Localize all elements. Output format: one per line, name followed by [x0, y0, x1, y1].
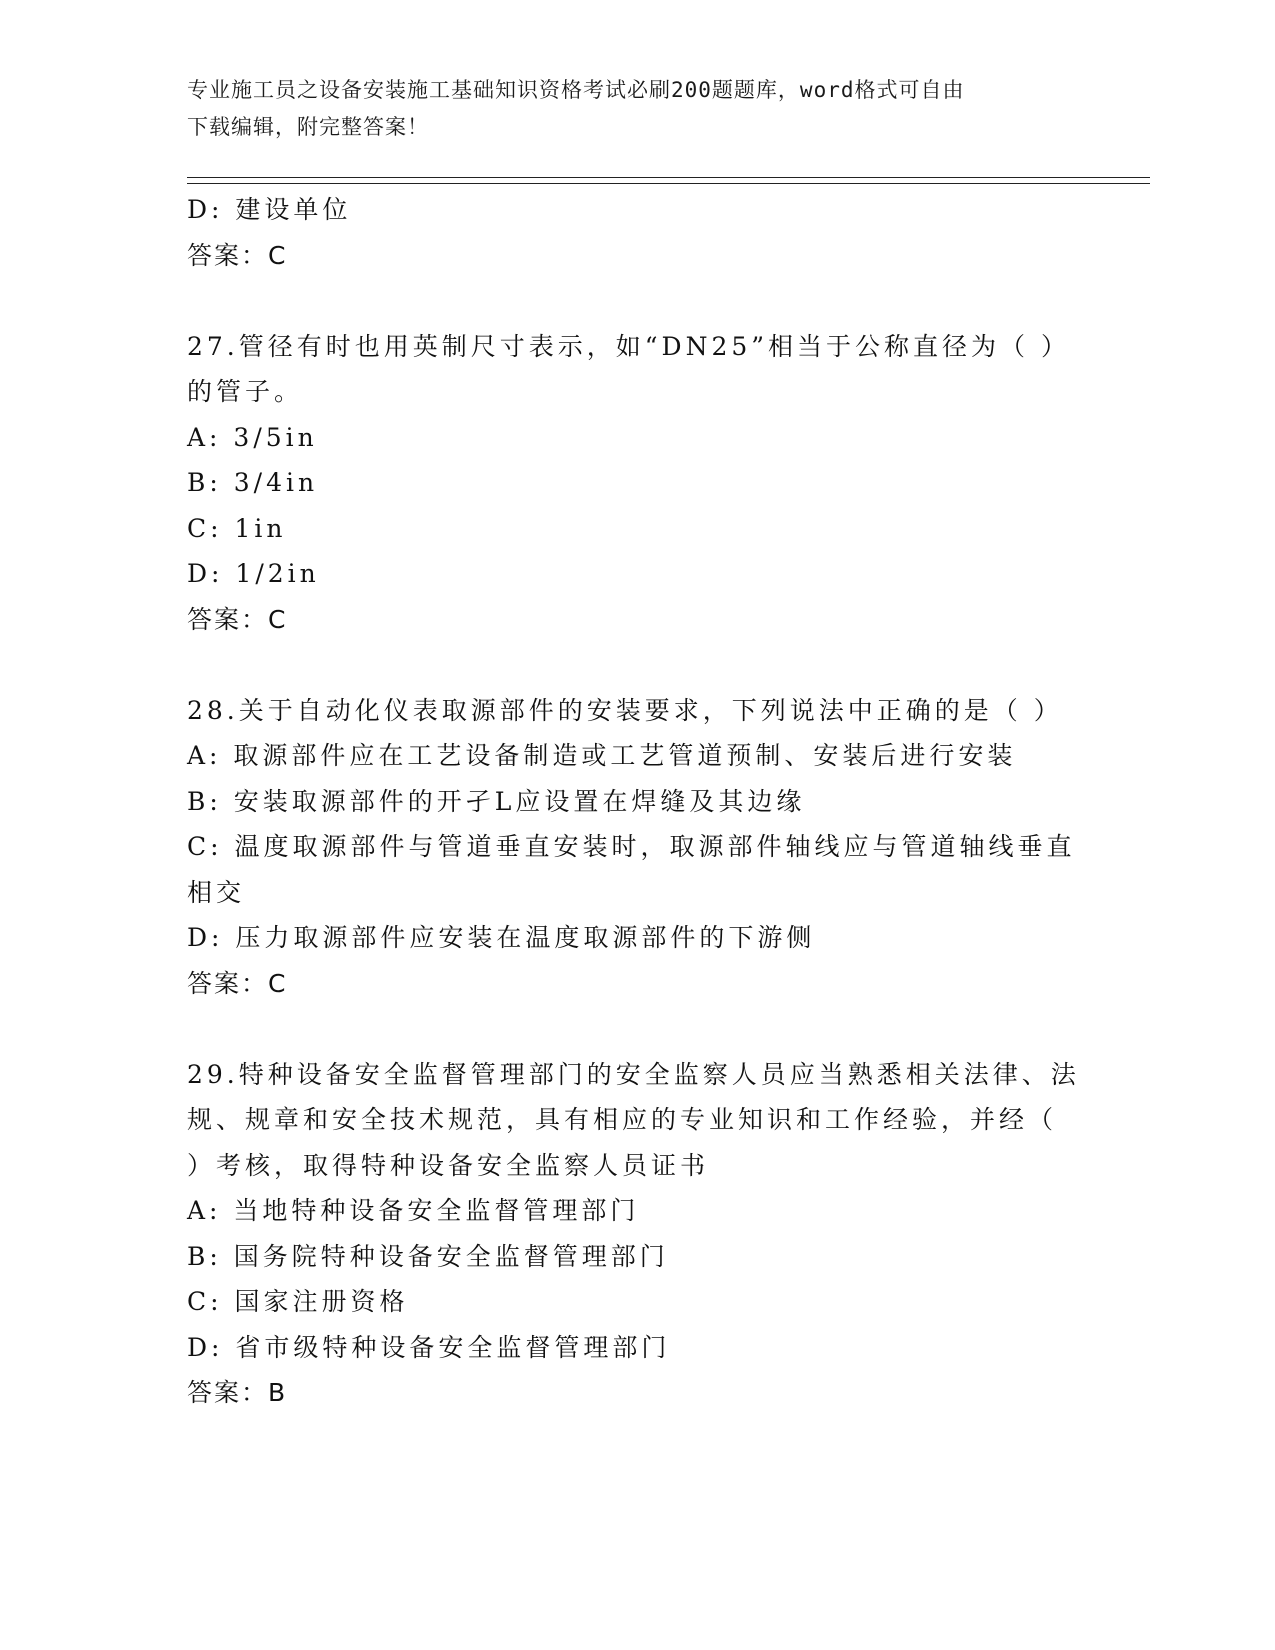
option-c: C: 温度取源部件与管道垂直安装时，取源部件轴线应与管道轴线垂直	[187, 832, 1076, 861]
question-26-tail	[187, 187, 1087, 278]
option-d: D: 省市级特种设备安全监督管理部门	[187, 1332, 671, 1362]
header-line-1: 专业施工员之设备安装施工基础知识资格考试必刷200题题库，word格式可自由	[187, 78, 965, 102]
option-c: C: 1in	[187, 513, 287, 543]
answer-label: 答案：B	[187, 1378, 288, 1407]
option-b: B: 安装取源部件的开孑L应设置在焊缝及其边缘	[187, 786, 806, 816]
question-stem-continued: 规、规章和安全技术规范，具有相应的专业知识和工作经验，并经（	[187, 1105, 1058, 1134]
option-d: D: 压力取源部件应安装在温度取源部件的下游侧	[187, 923, 816, 952]
option-d: D: 建设单位	[187, 195, 352, 224]
answer-label: 答案：C	[187, 968, 288, 998]
option-b: B: 3/4in	[187, 468, 319, 497]
option-a: A: 取源部件应在工艺设备制造或工艺管道预制、安装后进行安装	[187, 741, 1017, 770]
document-body	[187, 187, 1087, 1416]
question-stem: 27.管径有时也用英制尺寸表示，如“DN25”相当于公称直径为（ ）	[187, 331, 1070, 361]
question-28	[187, 688, 1087, 1007]
header-line-2: 下载编辑，附完整答案！	[187, 115, 429, 139]
spacer	[187, 1006, 1087, 1052]
option-c-continued: 相交	[187, 877, 246, 907]
question-stem-continued: ）考核，取得特种设备安全监察人员证书	[187, 1150, 710, 1180]
document-header	[187, 72, 1087, 146]
option-c: C: 国家注册资格	[187, 1287, 409, 1316]
option-a: A: 3/5in	[187, 422, 318, 452]
header-divider-bottom	[187, 183, 1150, 184]
header-divider-top	[187, 177, 1150, 178]
answer-label: 答案：C	[187, 240, 288, 270]
question-stem-continued: 的管子。	[187, 377, 304, 406]
answer-label: 答案：C	[187, 604, 288, 634]
option-d: D: 1/2in	[187, 559, 320, 588]
question-27	[187, 324, 1087, 643]
question-stem: 29.特种设备安全监督管理部门的安全监察人员应当熟悉相关法律、法	[187, 1059, 1080, 1089]
spacer	[187, 278, 1087, 324]
spacer	[187, 642, 1087, 688]
option-b: B: 国务院特种设备安全监督管理部门	[187, 1241, 669, 1271]
option-a: A: 当地特种设备安全监督管理部门	[187, 1196, 640, 1225]
question-stem: 28.关于自动化仪表取源部件的安装要求，下列说法中正确的是（ ）	[187, 695, 1063, 725]
question-29	[187, 1052, 1087, 1416]
